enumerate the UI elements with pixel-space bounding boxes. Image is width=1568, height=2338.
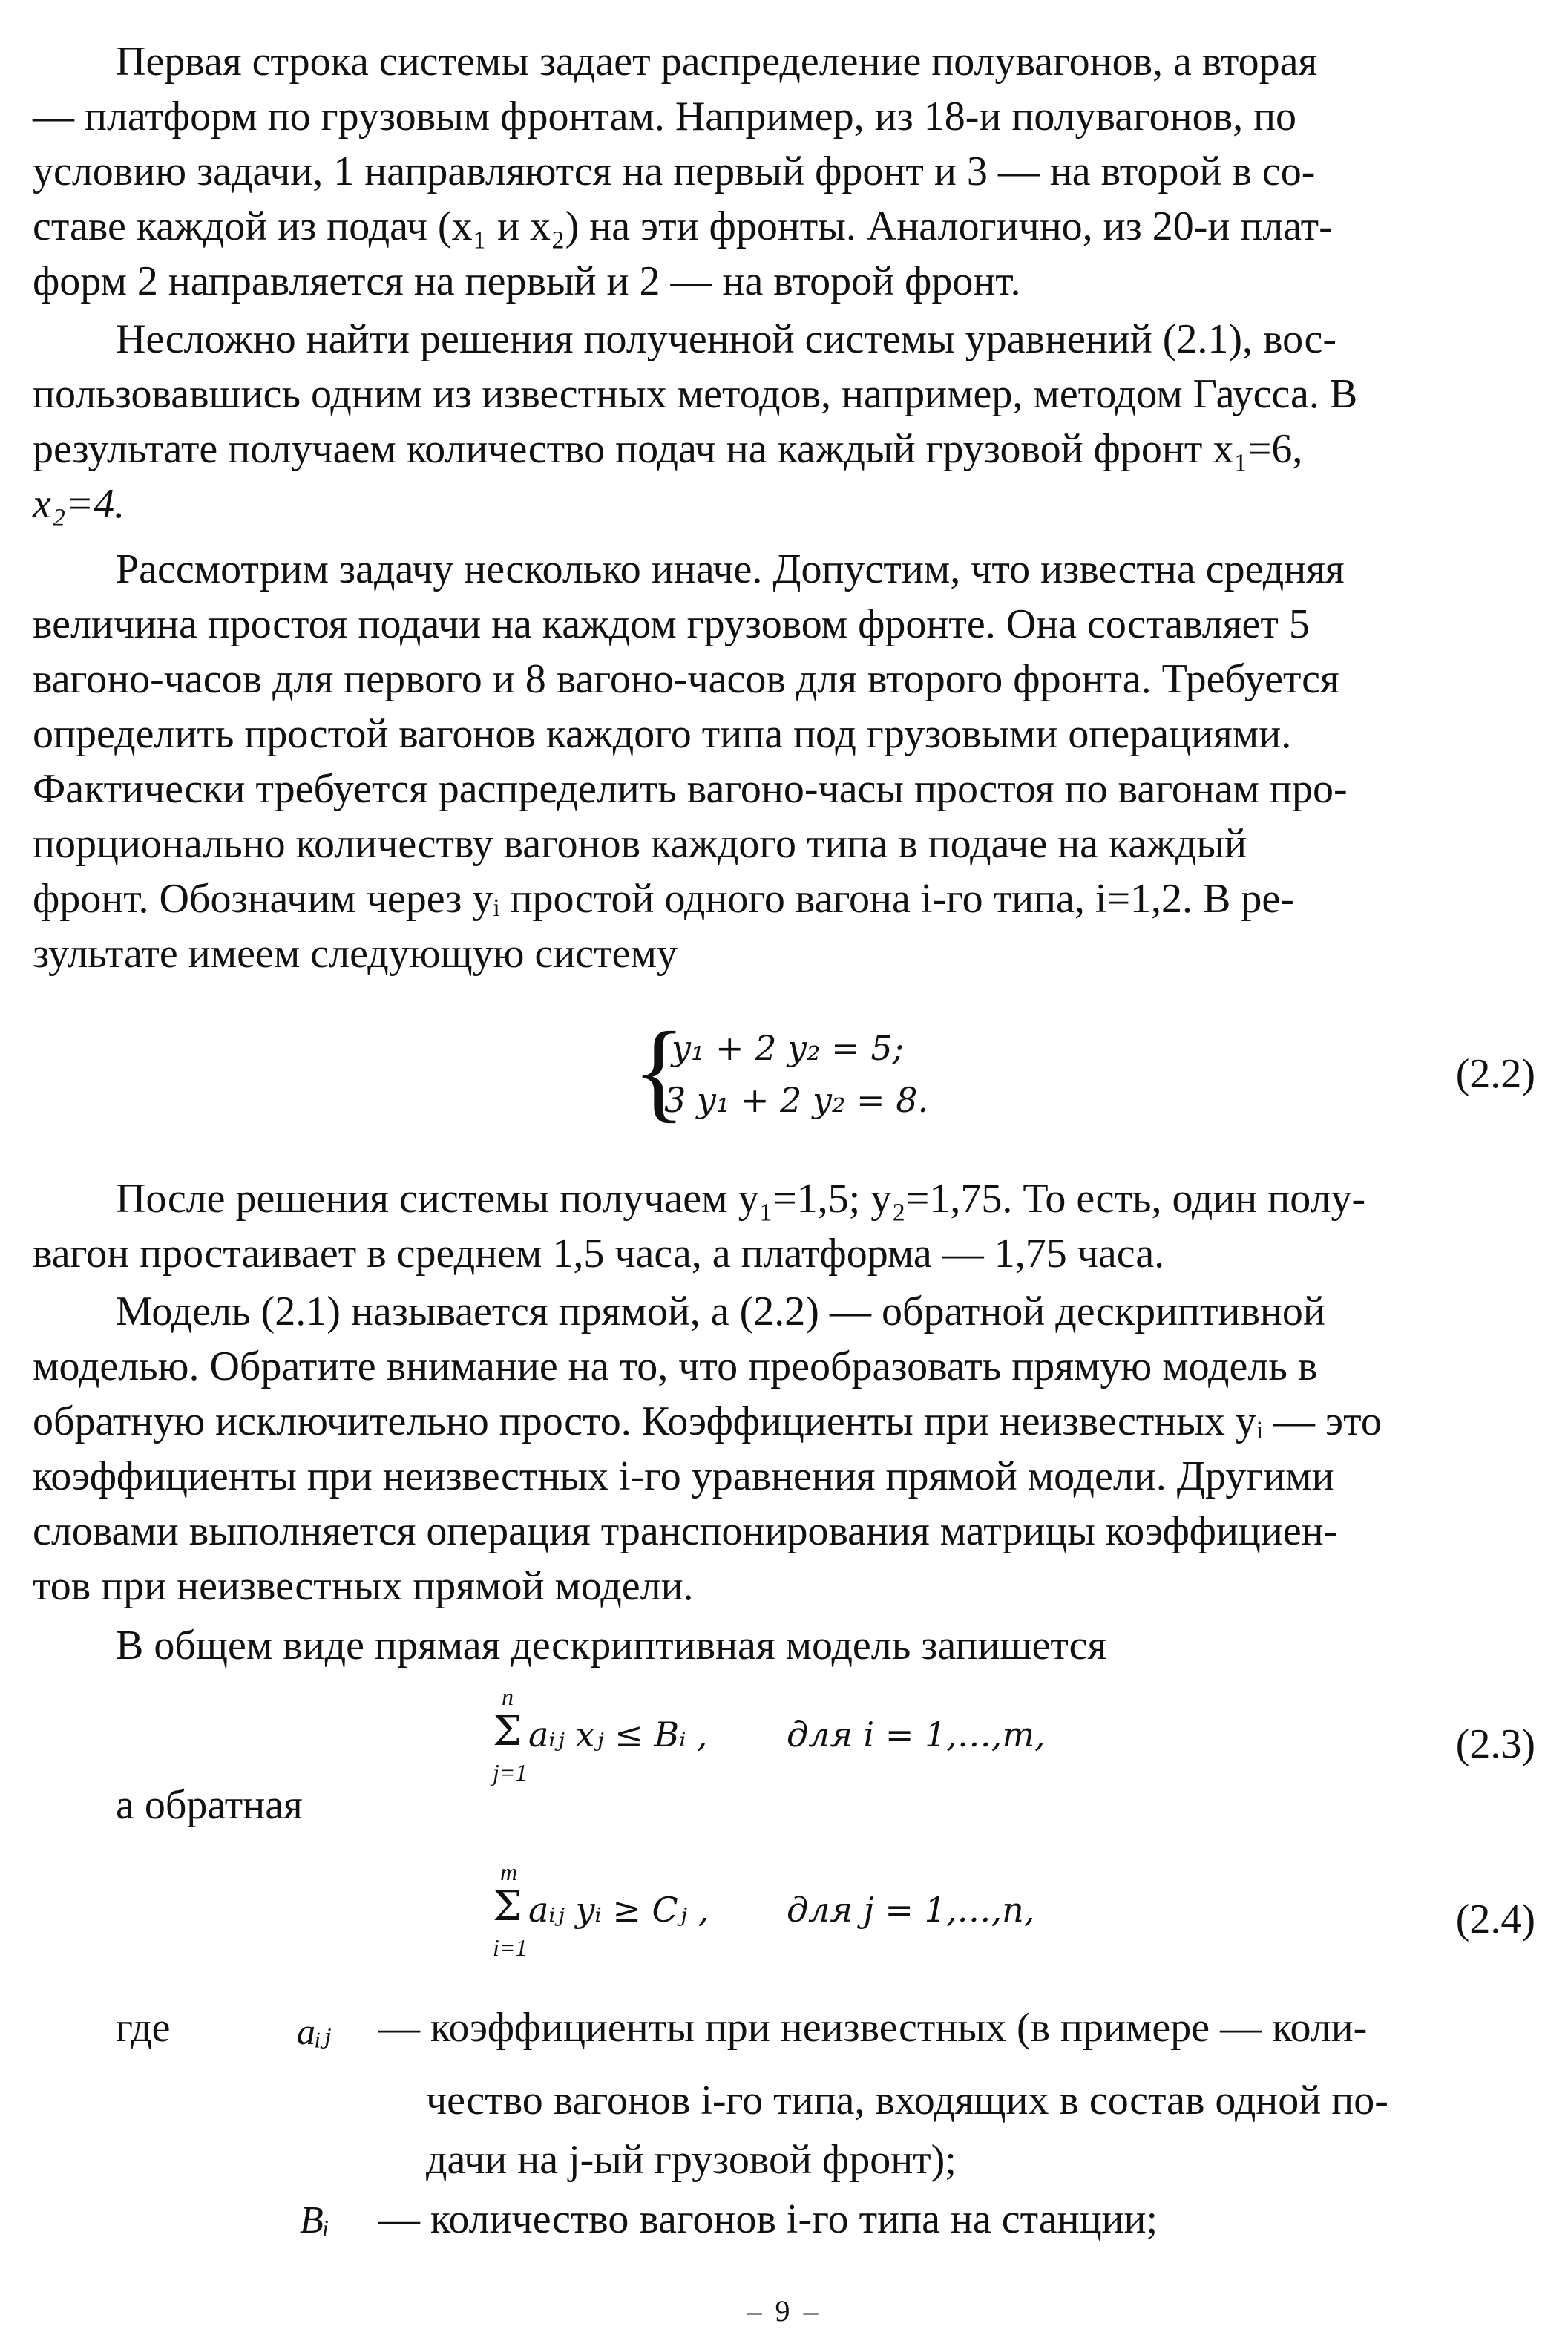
text-line: ставе каждой из подач (x₁ и x₂) на эти фронты. Аналогично, из 20-и плат- [33, 203, 1333, 249]
text-line: словами выполняется операция транспонирования матрицы коэффициен- [33, 1508, 1338, 1554]
equation-number: (2.4) [1455, 1896, 1535, 1942]
text-line: Несложно найти решения полученной системы уравнений (2.1), вос- [116, 316, 1336, 362]
definition-line: дачи на j-ый грузовой фронт); [426, 2137, 957, 2183]
paragraph-6 [33, 1618, 1536, 1673]
text-line: обратную исключительно просто. Коэффициенты при неизвестных yᵢ — это [33, 1398, 1382, 1444]
text-line: пользовавшись одним из известных методов, например, методом Гаусса. В [33, 371, 1358, 417]
paragraph-5 [33, 1284, 1536, 1614]
text-line: — платформ по грузовым фронтам. Например, из 18-и полувагонов, по [33, 94, 1297, 140]
paragraph-4 [33, 1171, 1536, 1281]
text-line: вагоно-часов для первого и 8 вагоно-часов для второго фронта. Требуется [33, 656, 1339, 702]
text-line: зультате имеем следующую систему [33, 931, 678, 977]
symbol-b: Bᵢ [300, 2199, 329, 2242]
text-line: моделью. Обратите внимание на то, что преобразовать прямую модель в [33, 1343, 1318, 1389]
text-line: После решения системы получаем y₁=1,5; y₂=1,75. То есть, один полу- [116, 1176, 1366, 1222]
symbol-a: aᵢⱼ [297, 2011, 332, 2052]
where-label: где [116, 2005, 171, 2051]
equation-body: aᵢⱼ xⱼ ≤ Bᵢ , [528, 1715, 708, 1755]
text-line: величина простоя подачи на каждом грузовом фронте. Она составляет 5 [33, 601, 1310, 647]
text-line: фронт. Обозначим через yᵢ простой одного вагона i-го типа, i=1,2. В ре- [33, 876, 1294, 922]
sum-lower-limit: j=1 [493, 1759, 528, 1786]
definition-line: — количество вагонов i-го типа на станции; [378, 2196, 1158, 2242]
text-line: x₂=4. [33, 481, 125, 527]
definition-line: чество вагонов i-го типа, входящих в состав одной по- [426, 2077, 1388, 2123]
equation-condition: для i = 1,…,m, [787, 1715, 1046, 1755]
equation-condition: для j = 1,…,n, [787, 1890, 1035, 1930]
definition-line: — коэффициенты при неизвестных (в примере — коли- [378, 2005, 1368, 2051]
text-line: тов при неизвестных прямой модели. [33, 1563, 694, 1609]
sum-icon: Σ [493, 1707, 522, 1755]
paragraph-2 [33, 312, 1536, 531]
page-number: – 9 – [747, 2294, 821, 2328]
sum-lower-limit: i=1 [493, 1934, 528, 1961]
left-brace: { [632, 1009, 686, 1133]
sum-upper-limit: n [502, 1683, 514, 1710]
text-line: Модель (2.1) называется прямой, а (2.2) — обратной дескриптивной [116, 1288, 1325, 1335]
sum-icon: Σ [493, 1882, 522, 1931]
equation-number: (2.2) [1455, 1051, 1535, 1097]
text-line: вагон простаивает в среднем 1,5 часа, а платформа — 1,75 часа. [33, 1231, 1165, 1277]
text-line: условию задачи, 1 направляются на первый фронт и 3 — на второй в со- [33, 148, 1316, 194]
text-line: В общем виде прямая дескриптивная модель запишется [116, 1622, 1107, 1669]
text-line: определить простой вагонов каждого типа под грузовыми операциями. [33, 711, 1292, 757]
connector-text: а обратная [116, 1782, 303, 1828]
text-line: коэффициенты при неизвестных i-го уравнения прямой модели. Другими [33, 1453, 1334, 1499]
equation-number: (2.3) [1455, 1721, 1535, 1767]
text-line: результате получаем количество подач на каждый грузовой фронт x₁=6, [33, 426, 1303, 472]
text-line: Рассмотрим задачу несколько иначе. Допустим, что известна средняя [116, 546, 1345, 592]
text-line: Первая строка системы задает распределение полувагонов, а вторая [116, 39, 1318, 85]
sum-upper-limit: m [500, 1859, 518, 1885]
equation-body: aᵢⱼ yᵢ ≥ Cⱼ , [528, 1890, 709, 1930]
equation-line: y₁ + 2 y₂ = 5; [672, 1028, 905, 1068]
text-line: порционально количеству вагонов каждого типа в подаче на каждый [33, 821, 1247, 867]
text-line: Фактически требуется распределить вагоно-часы простоя по вагонам про- [33, 766, 1348, 812]
paragraph-3 [33, 542, 1536, 981]
text-line: форм 2 направляется на первый и 2 — на второй фронт. [33, 258, 1021, 304]
equation-line: 3 y₁ + 2 y₂ = 8. [664, 1080, 929, 1120]
paragraph-1 [33, 34, 1536, 309]
